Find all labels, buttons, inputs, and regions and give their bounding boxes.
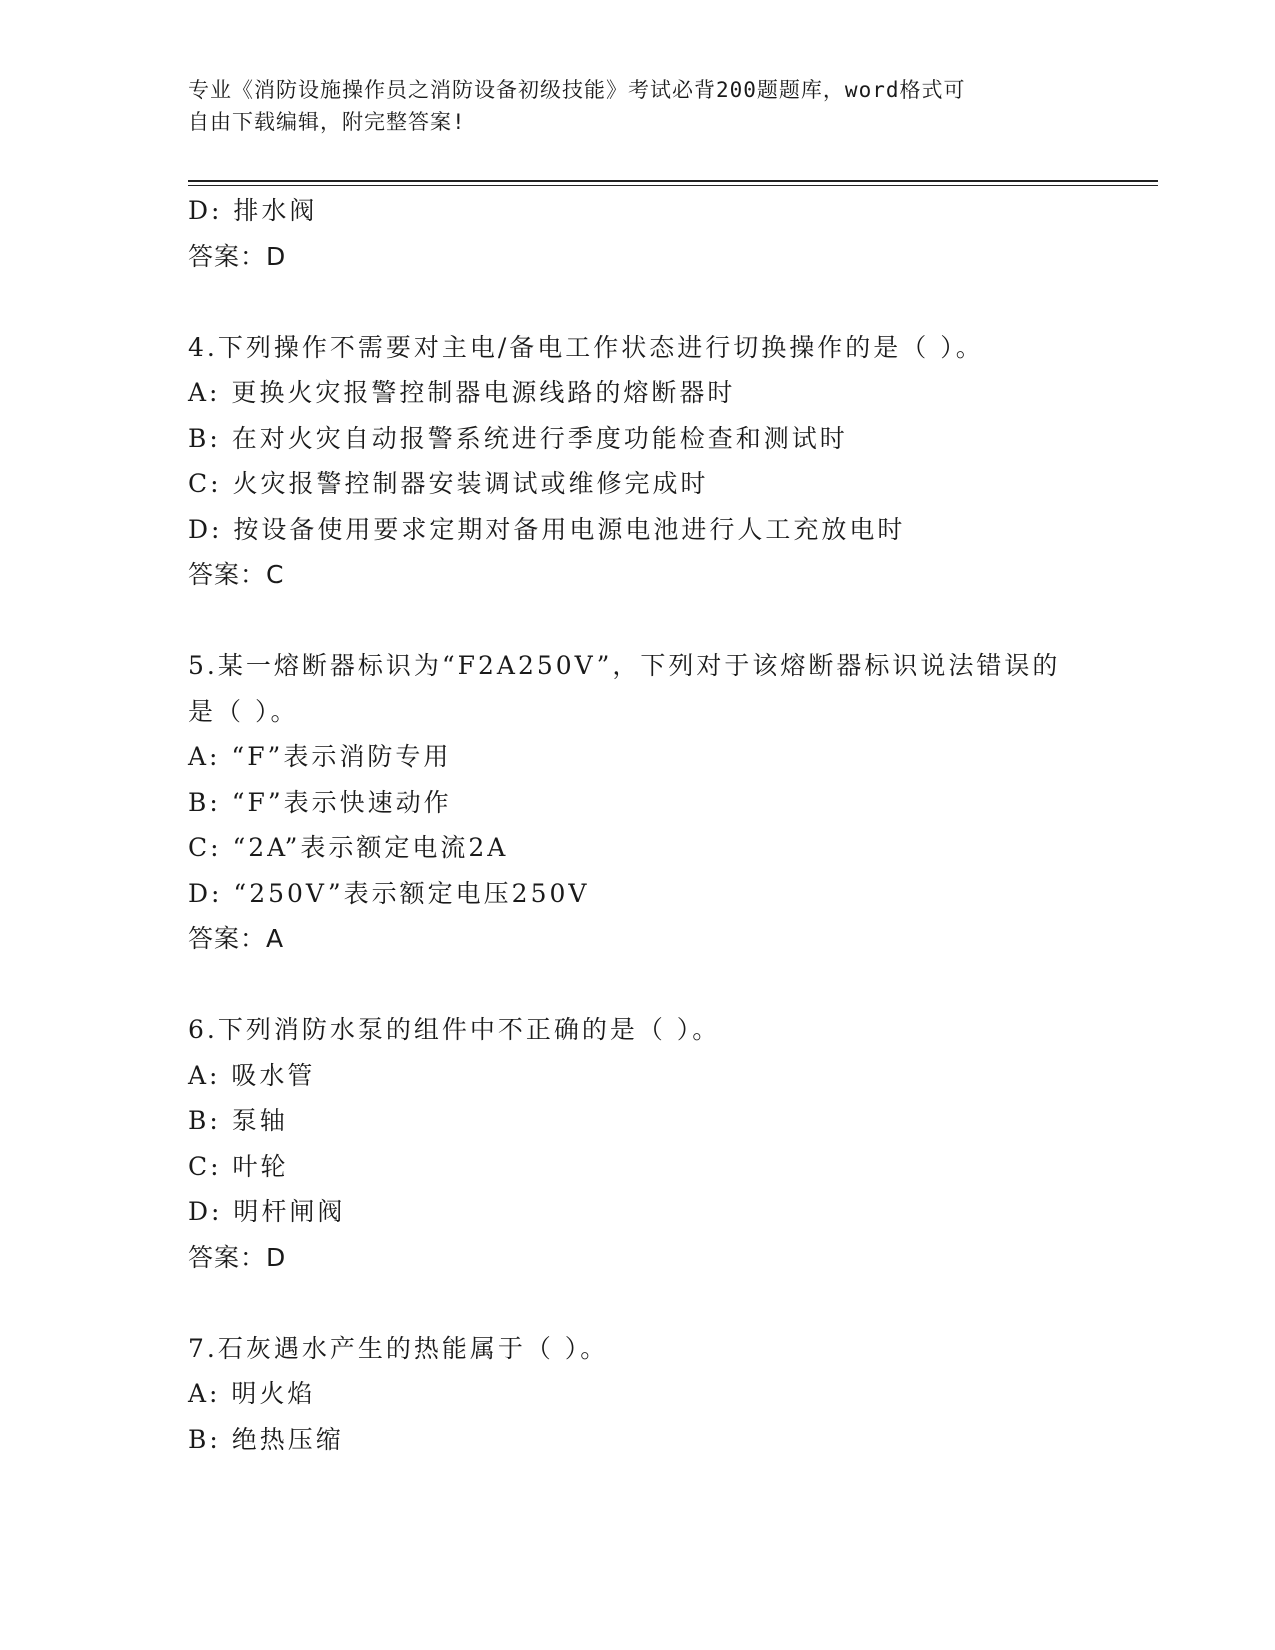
- option-line: D: 排水阀: [188, 196, 318, 225]
- question-stem: 5.某一熔断器标识为“F2A250V”，下列对于该熔断器标识说法错误的: [188, 651, 1061, 680]
- answer-line: 答案：A: [188, 924, 285, 953]
- question-stem-continued: 是（ ）。: [188, 696, 299, 726]
- option-line: A: “F”表示消防专用: [188, 742, 452, 771]
- option-line: D: “250V”表示额定电压250V: [188, 878, 590, 908]
- answer-line: 答案：D: [188, 241, 287, 271]
- header-divider-thin: [188, 185, 1158, 186]
- option-line: D: 明杆闸阀: [188, 1197, 346, 1226]
- answer-line: 答案：D: [188, 1242, 287, 1272]
- question-stem: 7.石灰遇水产生的热能属于（ ）。: [188, 1333, 609, 1363]
- header-line-2: 自由下载编辑，附完整答案!: [188, 110, 466, 134]
- option-line: B: 在对火灾自动报警系统进行季度功能检查和测试时: [188, 423, 848, 453]
- option-line: A: 更换火灾报警控制器电源线路的熔断器时: [188, 378, 736, 407]
- spacer: [188, 962, 1088, 1008]
- answer-line: 答案：C: [188, 560, 285, 589]
- document-header: [188, 74, 1088, 138]
- spacer: [188, 1280, 1088, 1326]
- header-divider-thick: [188, 180, 1158, 182]
- question-stem: 6.下列消防水泵的组件中不正确的是（ ）。: [188, 1015, 721, 1044]
- option-line: C: “2A”表示额定电流2A: [188, 833, 509, 862]
- question-list: [188, 188, 1088, 1462]
- option-line: A: 吸水管: [188, 1060, 316, 1090]
- spacer: [188, 598, 1088, 644]
- option-line: C: 火灾报警控制器安装调试或维修完成时: [188, 469, 709, 498]
- option-line: B: “F”表示快速动作: [188, 787, 452, 817]
- question-stem: 4.下列操作不需要对主电/备电工作状态进行切换操作的是（ ）。: [188, 332, 984, 362]
- header-line-1: 专业《消防设施操作员之消防设备初级技能》考试必背200题题库，word格式可: [188, 78, 966, 102]
- option-line: B: 泵轴: [188, 1106, 288, 1135]
- option-line: D: 按设备使用要求定期对备用电源电池进行人工充放电时: [188, 514, 906, 544]
- option-line: A: 明火焰: [188, 1379, 316, 1408]
- option-line: C: 叶轮: [188, 1151, 289, 1181]
- option-line: B: 绝热压缩: [188, 1424, 344, 1454]
- spacer: [188, 279, 1088, 325]
